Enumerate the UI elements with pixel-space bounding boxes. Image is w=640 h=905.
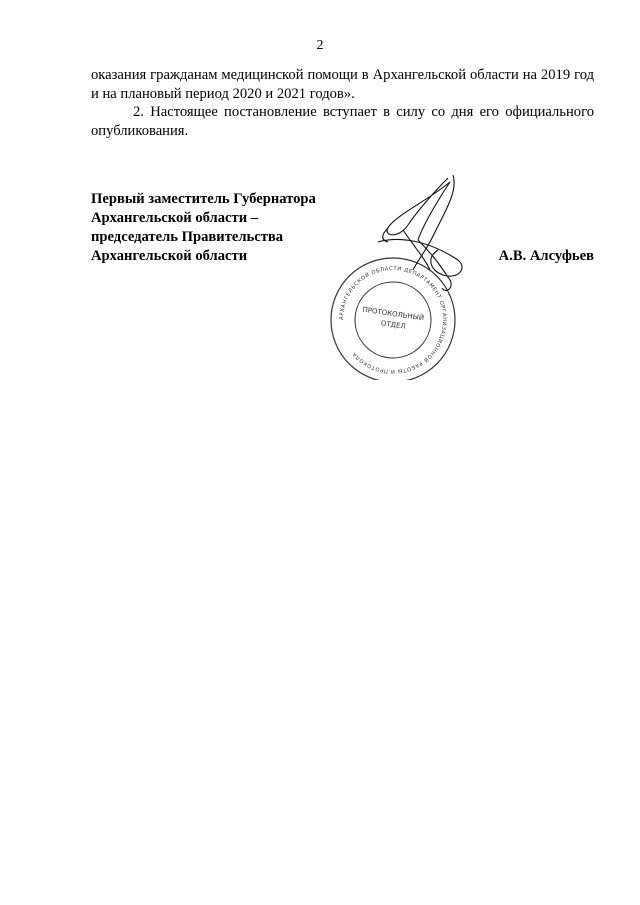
signer-position-line: Первый заместитель Губернатора — [91, 191, 316, 207]
stamp-ring-text: АРХАНГЕЛЬСКОЙ ОБЛАСТИ ДЕПАРТАМЕНТ ОРГАНИЗАЦИОННОЙ РАБОТЫ И ПРОТОКОЛА — [338, 265, 448, 375]
stamp-outer-ring — [331, 258, 455, 380]
stamp-center-text-1: ПРОТОКОЛЬНЫЙ — [362, 305, 425, 323]
signer-position-line: Архангельской области – — [91, 210, 259, 226]
signer-position-line: Архангельской области — [91, 248, 248, 264]
paragraph-2: 2. Настоящее постановление вступает в силу со дня его официального опубликования. — [91, 104, 594, 139]
stamp-graphic — [318, 170, 468, 380]
signature-scribble — [378, 175, 462, 290]
signer-position-line: председатель Правительства — [91, 229, 284, 245]
stamp-center-text-2: ОТДЕЛ — [380, 319, 407, 331]
signer-name: А.В. Алсуфьев — [498, 248, 594, 264]
official-stamp-and-signature — [318, 170, 468, 380]
page-number: 2 — [316, 38, 324, 53]
paragraph-continuation: оказания гражданам медицинской помощи в Архангельской области на 2019 год и на плановый период 2020 и 2021 годов». — [91, 67, 594, 102]
document-body — [91, 66, 594, 140]
signer-position — [91, 190, 316, 266]
